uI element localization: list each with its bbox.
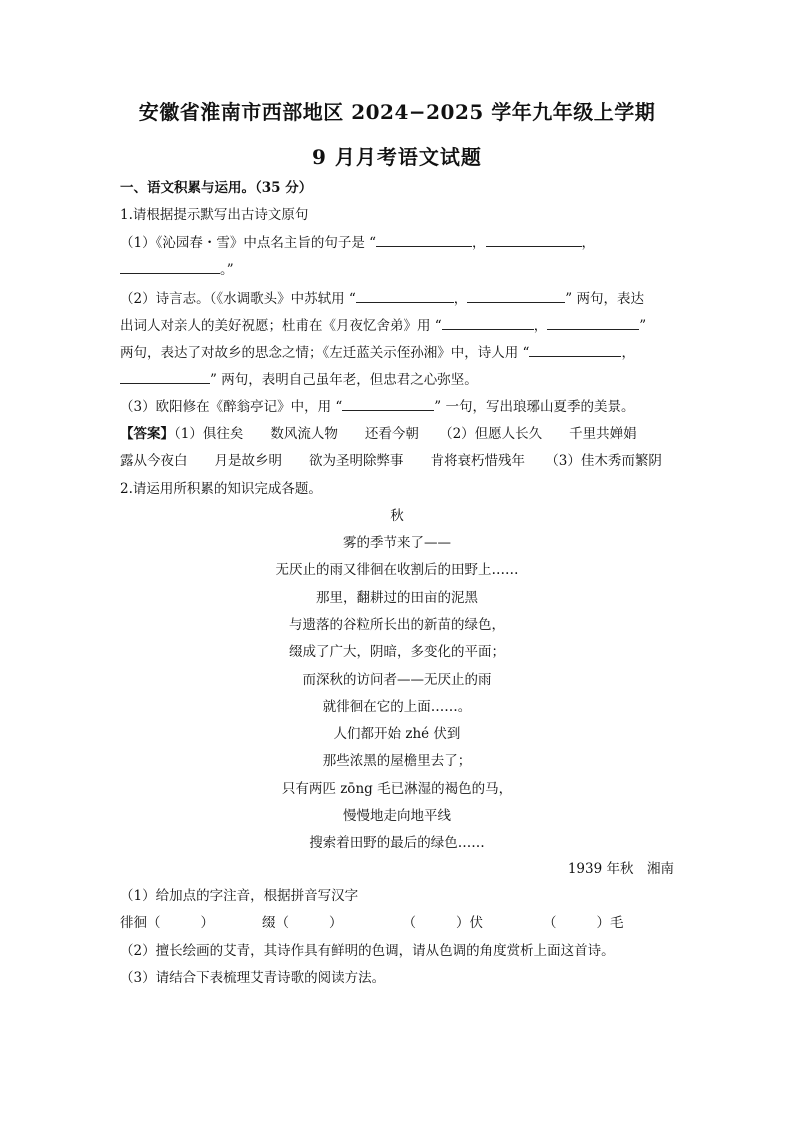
question-1-part-1-cont: 。” xyxy=(120,259,234,280)
question-1-part-2-line3: 两句，表达了对故乡的思念之情；《左迁蓝关示侄孙湘》中，诗人用 “ ， xyxy=(120,342,635,363)
poem-line: 只有两匹 zōng 毛已淋湿的褐色的马， xyxy=(281,780,513,797)
poem-line: 雾的季节来了—— xyxy=(343,535,451,551)
answer-blank[interactable] xyxy=(529,342,621,357)
answer-blank[interactable] xyxy=(356,288,454,303)
answer-line-1: 【答案】（1）俱往矣 数风流人物 还看今朝 （2）但愿人长久 千里共婵娟 xyxy=(120,426,637,442)
poem-line: 人们都开始 zhé 伏到 xyxy=(333,726,461,743)
poem-line: 无厌止的雨又徘徊在收割后的田野上…… xyxy=(275,562,519,579)
answer-blank[interactable] xyxy=(486,232,582,247)
question-1-stem: 1.请根据提示默写出古诗文原句 xyxy=(120,207,309,223)
poem-line: 缀成了广大，阴暗，多变化的平面； xyxy=(289,644,505,661)
question-1-part-3: （3）欧阳修在《醉翁亭记》中，用 “ ” 一句，写出琅琊山夏季的美景。 xyxy=(120,396,635,417)
question-1-part-2: （2）诗言志。（《水调歌头》中苏轼用 “ ， ” 两句，表达 xyxy=(120,288,644,309)
question-1-part-2-line2: 出词人对亲人的美好祝愿；杜甫在《月夜忆舍弟》用 “ ， ” xyxy=(120,315,646,336)
exam-title: 安徽省淮南市西部地区 2024−2025 学年九年级上学期 xyxy=(138,100,656,124)
answer-blank[interactable] xyxy=(547,315,639,330)
exam-subtitle: 9 月月考语文试题 xyxy=(312,145,482,169)
answer-blank[interactable] xyxy=(342,396,434,411)
question-2-stem: 2.请运用所积累的知识完成各题。 xyxy=(120,481,322,497)
poem-line: 搜索着田野的最后的绿色…… xyxy=(309,835,485,852)
section-heading: 一、语文积累与运用。（35 分） xyxy=(120,180,313,196)
poem-line: 就徘徊在它的上面……。 xyxy=(322,698,472,715)
poem-line: 与遗落的谷粒所长出的新苗的绿色， xyxy=(289,616,505,633)
question-2-sub-1: （1）给加点的字注音，根据拼音写汉字 xyxy=(120,888,359,904)
question-2-sub-1-items: 徘徊（ ） 缀（ ） （ ）伏 （ ）毛 xyxy=(120,915,624,931)
answer-blank[interactable] xyxy=(467,288,565,303)
poem-line: 那里，翻耕过的田亩的泥黑 xyxy=(316,589,478,606)
poem-line: 而深秋的访问者——无厌止的雨 xyxy=(302,671,492,688)
question-2-sub-3: （3）请结合下表梳理艾青诗歌的阅读方法。 xyxy=(120,970,386,986)
question-1-part-1: （1）《沁园春・雪》中点名主旨的句子是 “ ， ， xyxy=(120,232,595,253)
question-1-part-2-line4: ” 两句，表明自己虽年老，但忠君之心弥坚。 xyxy=(120,369,478,390)
answer-blank[interactable] xyxy=(442,315,534,330)
answer-blank[interactable] xyxy=(120,259,220,274)
poem-line: 慢慢地走向地平线 xyxy=(343,808,451,824)
poem-line: 那些浓黑的屋檐里去了； xyxy=(322,753,472,770)
answer-line-2: 露从今夜白 月是故乡明 欲为圣明除弊事 肯将衰朽惜残年 （3）佳木秀而繁阴 xyxy=(120,453,662,469)
answer-blank[interactable] xyxy=(120,369,210,384)
answer-blank[interactable] xyxy=(376,232,472,247)
question-2-sub-2: （2）擅长绘画的艾青，其诗作具有鲜明的色调，请从色调的角度赏析上面这首诗。 xyxy=(120,943,615,959)
poem-date: 1939 年秋 湘南 xyxy=(567,861,674,877)
answer-label: 【答案】 xyxy=(120,426,174,442)
poem-title: 秋 xyxy=(390,508,404,524)
